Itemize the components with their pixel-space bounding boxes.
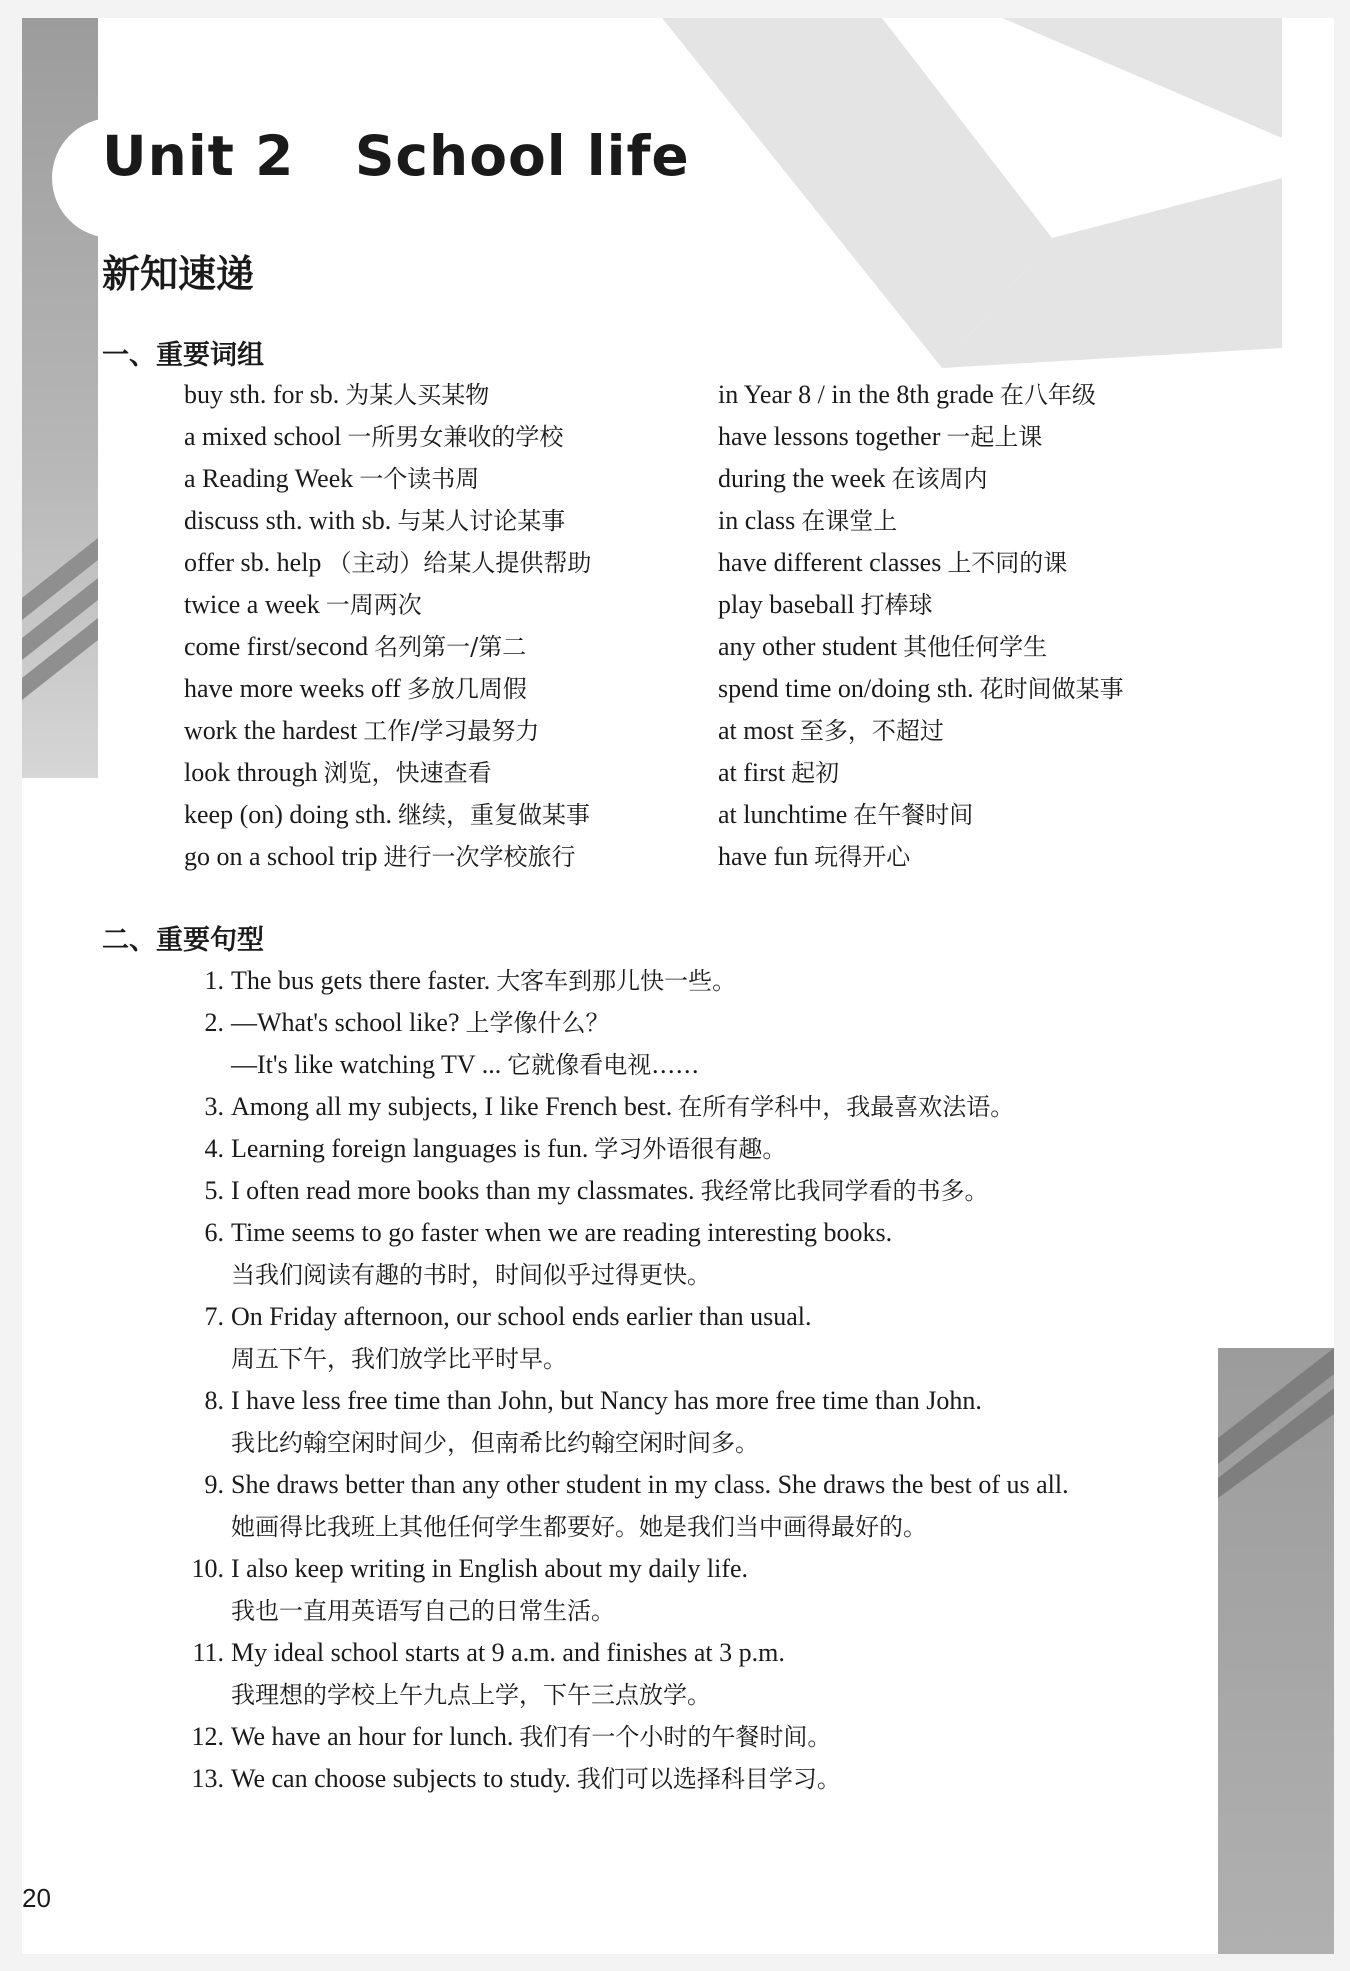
phrase-item: during the week 在该周内 — [718, 464, 988, 493]
part1-heading: 一、重要词组 — [102, 340, 264, 371]
sentence-item: 6. Time seems to go faster when we are reading interesting books. 当我们阅读有趣的书时，时间似乎过得更快。 — [204, 1218, 893, 1289]
sentence-item: 10. I also keep writing in English about my daily life. 我也一直用英语写自己的日常生活。 — [191, 1554, 749, 1625]
phrase-item: offer sb. help （主动）给某人提供帮助 — [184, 548, 592, 577]
sentence-item: 12. We have an hour for lunch. 我们有一个小时的午餐时间。 — [191, 1722, 832, 1751]
sentence-list — [190, 960, 1150, 1800]
phrase-item: discuss sth. with sb. 与某人讨论某事 — [184, 506, 566, 535]
phrase-list-left — [184, 374, 591, 878]
sentence-item: 9. She draws better than any other student in my class. She draws the best of us all. 她画得比我班上其他任何学生都要好。她是我们当中画得最好的。 — [204, 1470, 1069, 1541]
right-stripes — [1218, 1348, 1334, 1498]
phrase-item: have fun 玩得开心 — [718, 842, 911, 871]
sentence-item: 5. I often read more books than my classmates. 我经常比我同学看的书多。 — [204, 1176, 989, 1205]
sentence-item: 8. I have less free time than John, but Nancy has more free time than John. 我比约翰空闲时间少，但南希比约翰空闲时间多。 — [204, 1386, 982, 1457]
phrase-item: come first/second 名列第一/第二 — [184, 632, 527, 661]
phrase-item: at lunchtime 在午餐时间 — [718, 800, 974, 829]
sentence-item: 7. On Friday afternoon, our school ends earlier than usual. 周五下午，我们放学比平时早。 — [204, 1302, 812, 1373]
left-stripes — [22, 538, 112, 738]
sentence-item: 3. Among all my subjects, I like French best. 在所有学科中，我最喜欢法语。 — [204, 1092, 1015, 1121]
phrase-list-right — [718, 374, 1124, 878]
phrase-item: in class 在课堂上 — [718, 506, 898, 535]
phrase-item: in Year 8 / in the 8th grade 在八年级 — [718, 380, 1096, 409]
phrase-item: twice a week 一周两次 — [184, 590, 422, 619]
part2-heading: 二、重要句型 — [102, 925, 264, 956]
page-number: 20 — [22, 1883, 51, 1913]
phrase-item: have more weeks off 多放几周假 — [184, 674, 527, 703]
phrase-item: keep (on) doing sth. 继续，重复做某事 — [184, 800, 590, 829]
sentence-item: 2. —What's school like? 上学像什么？ —It's like watching TV ... 它就像看电视…… — [204, 1008, 700, 1079]
phrase-item: buy sth. for sb. 为某人买某物 — [184, 380, 490, 409]
phrase-item: at first 起初 — [718, 758, 840, 787]
phrase-item: a Reading Week 一个读书周 — [184, 464, 480, 493]
sentence-item: 11. My ideal school starts at 9 a.m. and finishes at 3 p.m. 我理想的学校上午九点上学，下午三点放学。 — [192, 1638, 785, 1709]
phrase-item: go on a school trip 进行一次学校旅行 — [184, 842, 576, 871]
phrase-item: have lessons together 一起上课 — [718, 422, 1043, 451]
phrase-item: play baseball 打棒球 — [718, 590, 933, 619]
phrase-item: at most 至多，不超过 — [718, 716, 944, 745]
unit-title: Unit 2 School life — [102, 124, 690, 188]
phrase-item: spend time on/doing sth. 花时间做某事 — [718, 674, 1124, 703]
phrase-item: look through 浏览，快速查看 — [184, 758, 492, 787]
phrase-item: have different classes 上不同的课 — [718, 548, 1068, 577]
phrase-item: work the hardest 工作/学习最努力 — [184, 716, 540, 745]
section-title: 新知速递 — [102, 252, 255, 296]
phrase-item: any other student 其他任何学生 — [718, 632, 1048, 661]
sentence-item: 13. We can choose subjects to study. 我们可以选择科目学习。 — [191, 1764, 841, 1793]
phrase-item: a mixed school 一所男女兼收的学校 — [184, 422, 564, 451]
sentence-item: 1. The bus gets there faster. 大客车到那儿快一些。 — [204, 966, 737, 995]
sentence-item: 4. Learning foreign languages is fun. 学习外语很有趣。 — [204, 1134, 787, 1163]
